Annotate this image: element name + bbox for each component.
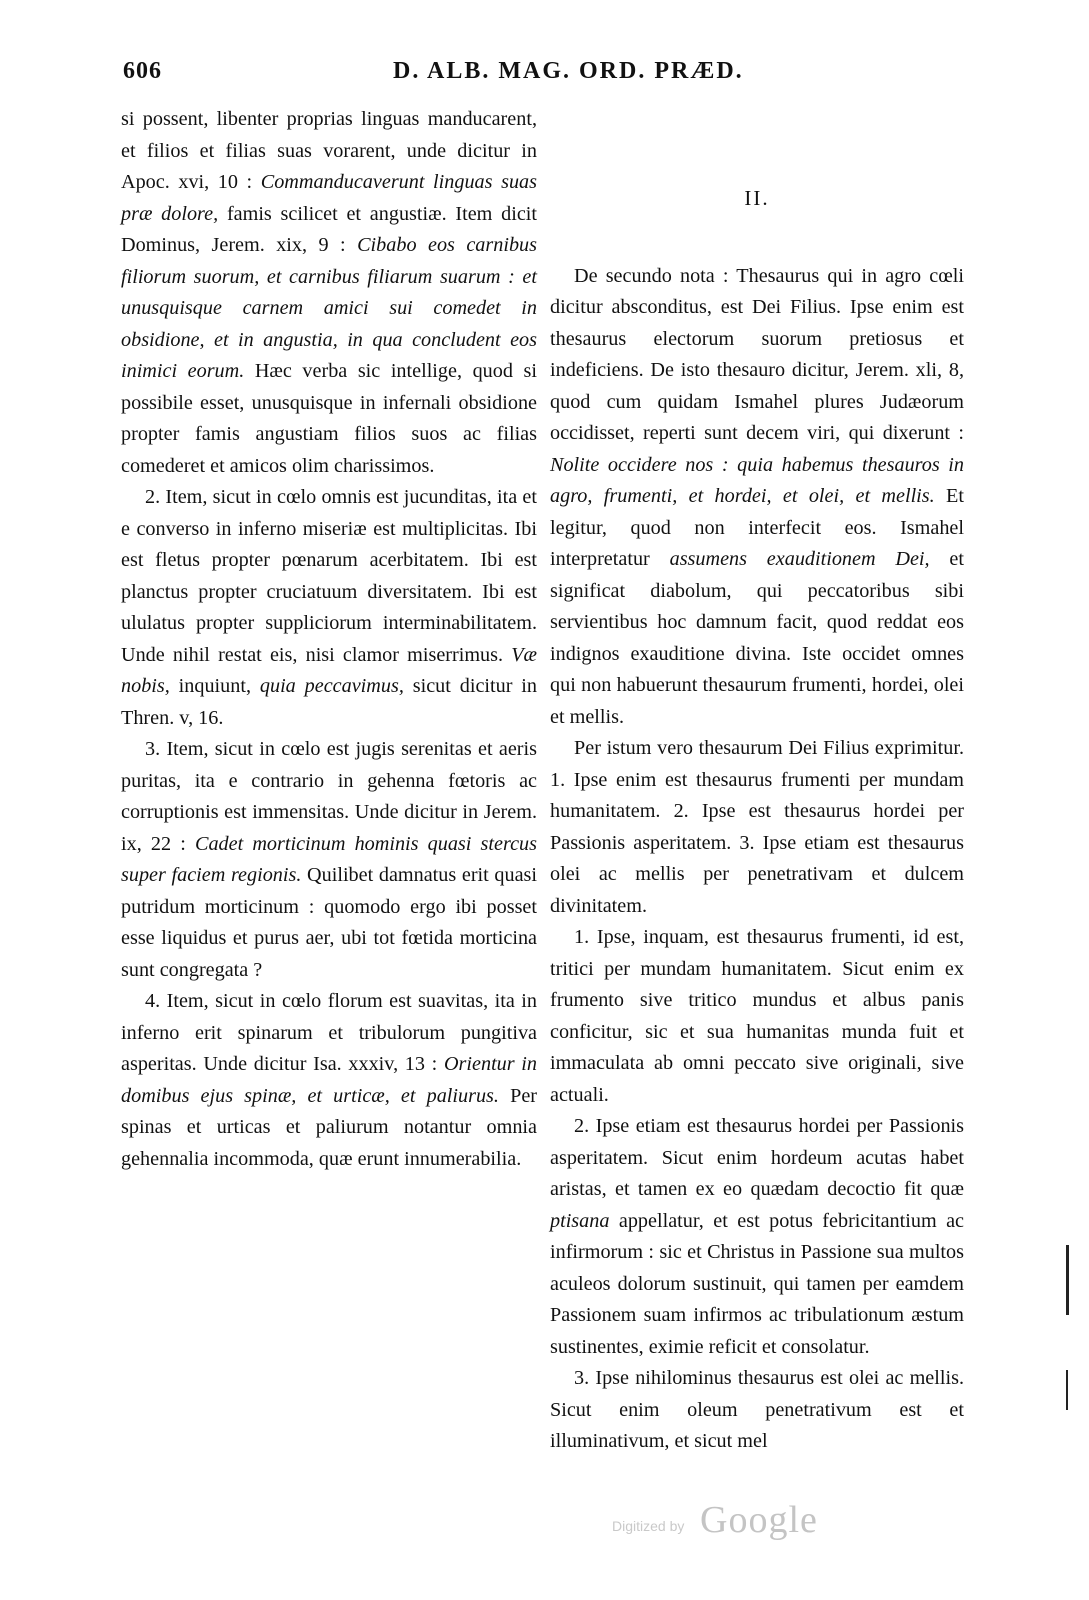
text-run: 1. Ipse, inquam, est thesaurus frumenti, id est, tritici per mundam humanitatem. Sicut enim ex frumento sive tritico mundus et albus panis conficitur, sic et sua humanitas munda fuit et immaculata ab omni peccato sive originali, sive actuali.: [550, 926, 964, 1106]
digitized-by-label: Digitized by: [612, 1518, 685, 1534]
section-heading: II.: [744, 186, 770, 210]
text-run: Quilibet damnatus erit quasi putridum morticinum : quomodo ergo ibi posset esse liquidus et purus aer, ubi tot fœtida morticina sunt congregata ?: [121, 864, 538, 981]
text-run: 2. Ipse etiam est thesaurus hordei per Passionis asperitatem. Sicut enim hordeum acutas habet aristas, et tamen ex eo quædam decoctio fit quæ: [550, 1115, 964, 1200]
italic-quote: quia peccavimus,: [259, 675, 404, 697]
scan-edge-mark: [1066, 1245, 1069, 1315]
text-run: Per istum vero thesaurum Dei Filius exprimitur. 1. Ipse enim est thesaurus frumenti per mundam humanitatem. 2. Ipse est thesaurus hordei per Passionis asperitatem. 3. Ipse etiam est thesaurus olei ac mellis per penetrativam et dulcem divinitatem.: [550, 737, 964, 917]
google-watermark: [612, 1498, 852, 1548]
italic-quote: Nolite occidere nos : quia habemus thesauros in agro, frumenti, et hordei, et olei, et mellis.: [550, 453, 964, 507]
italic-quote: assumens exauditionem Dei,: [669, 548, 930, 570]
italic-quote: Væ nobis,: [121, 643, 537, 697]
right-paragraph-5: [550, 1363, 964, 1458]
italic-quote: Orientur in domibus ejus spinæ, et urticæ, et paliurus.: [121, 1053, 538, 1107]
text-run: Per spinas et urticas et paliurum notantur omnia gehennalia incommoda, quæ erunt innumerabilia.: [121, 1084, 537, 1170]
right-paragraph-2: [550, 733, 964, 922]
right-paragraph-3: [550, 922, 964, 1111]
text-run: Et legitur, quod non interfecit eos. Ismahel interpretatur: [550, 485, 965, 570]
right-column: [550, 104, 964, 1458]
left-paragraph-4: [121, 986, 537, 1175]
text-run: sicut dicitur in Thren. v, 16.: [121, 675, 538, 729]
right-paragraph-4: [550, 1111, 964, 1363]
text-run: famis scilicet et angustiæ. Item dicit Dominus, Jerem. xix, 9 :: [121, 202, 538, 256]
italic-quote: Commanducaverunt linguas suas præ dolore,: [121, 171, 537, 225]
text-run: 4. Item, sicut in cœlo florum est suavitas, ita in inferno erit spinarum et tribulorum pungitiva asperitas. Unde dicitur Isa. xxxiv, 13 :: [121, 990, 537, 1075]
text-run: 3. Item, sicut in cœlo est jugis serenitas et aeris puritas, ita e contrario in gehenna fœtoris ac corruptionis est immensitas. Unde dicitur in Jerem. ix, 22 :: [121, 738, 537, 855]
text-run: inquiunt,: [169, 675, 260, 697]
text-run: si possent, libenter proprias linguas manducarent, et filios et filias suas vorarent, unde dicitur in Apoc. xvi, 10 :: [121, 108, 537, 193]
text-run: 3. Ipse nihilominus thesaurus est olei ac mellis. Sicut enim oleum penetrativum est et illuminativum, et sicut mel: [550, 1367, 964, 1452]
italic-quote: ptisana: [550, 1209, 610, 1232]
page-header: [123, 58, 963, 94]
left-paragraph-2: [121, 482, 537, 734]
left-column: [121, 104, 537, 1175]
scan-edge-mark: [1066, 1370, 1068, 1410]
running-head: D. ALB. MAG. ORD. PRÆD.: [393, 58, 744, 84]
left-paragraph-3: [121, 734, 537, 986]
left-paragraph-1: [121, 104, 537, 482]
italic-quote: Cadet morticinum hominis quasi stercus super faciem regionis.: [121, 832, 537, 886]
text-run: De secundo nota : Thesaurus qui in agro cœli dicitur absconditus, est Dei Filius. Ipse enim est thesaurus electorum suorum pretiosus et indeficiens. De isto thesauro dicitur, Jerem. xli, 8, quod cum quidam Ismahel plures Judæorum occidisset, reperti sunt decem viri, qui dixerunt :: [550, 264, 964, 444]
text-run: Hæc verba sic intellige, quod si possibile esset, unusquisque in infernali obsidione propter famis angustiam filios suos ac filias comederet et amicos olim charissimos.: [121, 360, 537, 477]
text-run: et significat diabolum, qui peccatoribus sibi servientibus hoc damnum facit, quod reddat eos indignos exauditione divina. Iste occidet omnes qui non habuerunt thesaurum frumenti, hordei, olei et mellis.: [550, 548, 964, 728]
page-number: 606: [123, 58, 162, 84]
right-paragraph-1: [550, 261, 964, 734]
google-logo-text: Google: [700, 1499, 818, 1541]
text-run: 2. Item, sicut in cœlo omnis est jucunditas, ita et e converso in inferno miseriæ est multiplicitas. Ibi est fletus propter pœnarum acerbitatem. Ibi est planctus propter cruciatuum diversitatem. Ibi est ululatus propter suppliciorum interminabilitatem. Unde nihil restat eis, nisi clamor miserrimus.: [121, 486, 537, 666]
text-run: appellatur, et est potus febricitantium ac infirmorum : sic et Christus in Passione sua multos aculeos dolorum sustinuit, qui tamen per eamdem Passionem suam infirmos ac tribulationum æstum sustinentes, eximie reficit et consolatur.: [550, 1209, 964, 1358]
italic-quote: Cibabo eos carnibus filiorum suorum, et carnibus filiarum suarum : et unusquisque carnem amici sui comedet in obsidione, et in angustia, in qua concludent eos inimici eorum.: [121, 234, 537, 382]
